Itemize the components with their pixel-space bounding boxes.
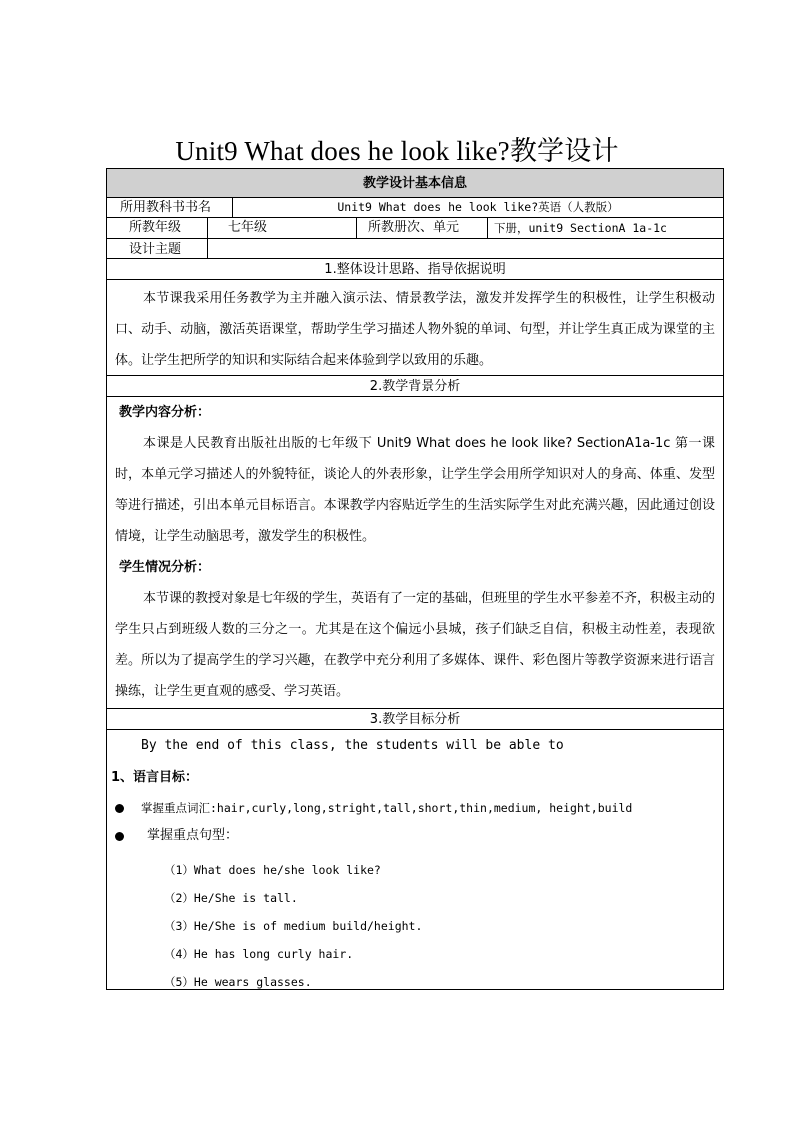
bullet-sentence-patterns: 掌握重点句型：: [147, 828, 239, 843]
grade-value: 七年级: [208, 218, 357, 238]
textbook-value: Unit9 What does he look like?英语（人教版）: [337, 200, 619, 214]
sentence-item: （4）He has long curly hair.: [164, 947, 354, 961]
page-title: Unit9 What does he look like?教学设计: [175, 136, 619, 166]
sentence-item: （5）He wears glasses.: [164, 975, 312, 989]
language-goal-label: 1、语言目标：: [111, 770, 199, 785]
volume-value: 下册，unit9 SectionA 1a-1c: [494, 221, 667, 235]
theme-value: [208, 239, 723, 258]
info-header-row: [106, 168, 724, 198]
textbook-row: [106, 197, 724, 218]
grade-label: 所教年级: [107, 218, 208, 238]
bullet-icon: [115, 804, 124, 813]
section1-heading: 1.整体设计思路、指导依据说明: [324, 262, 506, 277]
volume-label: 所教册次、单元: [357, 218, 488, 238]
section2-body: [106, 396, 724, 709]
info-header: 教学设计基本信息: [362, 176, 467, 191]
student-analysis-label: 学生情况分析：: [119, 560, 211, 575]
content-analysis-label: 教学内容分析：: [119, 405, 211, 420]
textbook-label: 所用教科书书名: [107, 198, 233, 217]
sentence-item: （1）What does he/she look like?: [164, 863, 381, 877]
sentence-item: （3）He/She is of medium build/height.: [164, 919, 423, 933]
sentence-item: （2）He/She is tall.: [164, 891, 298, 905]
section1-heading-row: [106, 258, 724, 280]
content-analysis-text: 本课是人民教育出版社出版的七年级下 Unit9 What does he look like? SectionA1a-1c 第一课时，本单元学习描述人的外貌特征，谈论人的外表形象，让学生学会用所学知识对人的身高、体重、发型等进行描述，引出本单元目标语言。本课教学内容贴近学生的生活实际学生对此充满兴趣，因此通过创设情境，让学生动脑思考，激发学生的积极性。: [115, 436, 715, 544]
theme-label: 设计主题: [107, 239, 208, 258]
bullet-vocab: 掌握重点词汇:hair,curly,long,stright,tall,short,thin,medium, height,build: [141, 801, 633, 815]
section3-heading: 3.教学目标分析: [369, 712, 461, 727]
objectives-intro: By the end of this class, the students will be able to: [141, 738, 564, 753]
bullet-item: [107, 793, 723, 823]
section3-body: [106, 729, 724, 990]
section1-body: [106, 279, 724, 376]
section2-heading-row: [106, 375, 724, 397]
section3-heading-row: [106, 708, 724, 730]
grade-row: [106, 217, 724, 239]
theme-row: [106, 238, 724, 259]
section1-paragraph: 本节课我采用任务教学为主并融入演示法、情景教学法，激发并发挥学生的积极性，让学生积极动口、动手、动脑，激活英语课堂，帮助学生学习描述人物外貌的单词、句型，并让学生真正成为课堂的主体。让学生把所学的知识和实际结合起来体验到学以致用的乐趣。: [115, 291, 715, 368]
bullet-item: [107, 821, 723, 851]
bullet-icon: [115, 832, 124, 841]
student-analysis-text: 本节课的教授对象是七年级的学生，英语有了一定的基础，但班里的学生水平参差不齐，积极主动的学生只占到班级人数的三分之一。尤其是在这个偏远小县城，孩子们缺乏自信，积极主动性差，表现欲差。所以为了提高学生的学习兴趣，在教学中充分利用了多媒体、课件、彩色图片等教学资源来进行语言操练，让学生更直观的感受、学习英语。: [115, 591, 716, 699]
section2-heading: 2.教学背景分析: [369, 379, 461, 394]
